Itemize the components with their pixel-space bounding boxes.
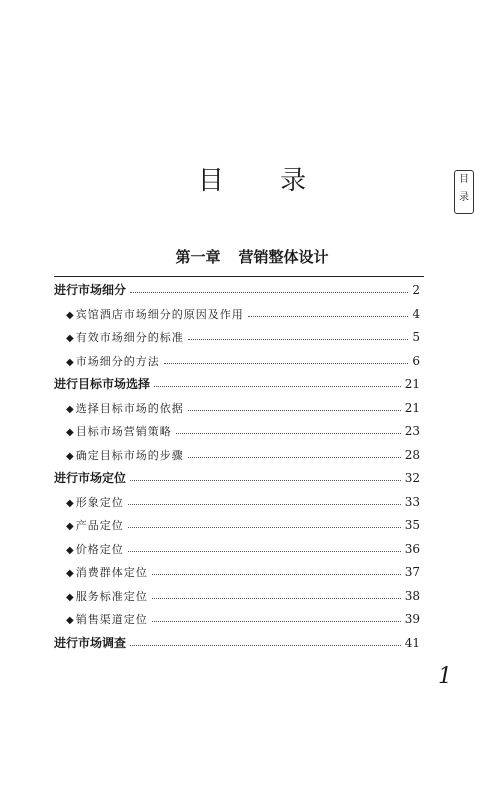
toc-page-number: 38 [404,588,420,603]
toc-page-number: 32 [404,471,420,485]
toc-page-number: 23 [404,424,420,438]
diamond-bullet-icon: ◆ [66,591,74,603]
diamond-bullet-icon: ◆ [66,403,74,415]
diamond-bullet-icon: ◆ [66,568,74,579]
toc-entry-label: 服务标准定位 [75,589,148,603]
side-tab-char: 录 [459,192,469,203]
toc-list [54,279,420,655]
side-tab-char: 目 [459,174,469,185]
diamond-bullet-icon: ◆ [66,427,74,438]
toc-section-label: 进行目标市场选择 [54,377,151,391]
toc-entry[interactable] [54,561,420,585]
toc-page-number: 36 [404,541,420,556]
diamond-bullet-icon: ◆ [66,333,74,344]
toc-entry[interactable] [54,303,420,327]
diamond-bullet-icon: ◆ [66,544,74,556]
toc-section-label: 进行市场调查 [54,635,127,650]
diamond-bullet-icon: ◆ [66,497,74,509]
toc-entry-label: 确定目标市场的步骤 [75,448,184,462]
toc-entry-label: 价格定位 [75,542,124,556]
toc-page-number: 2 [412,283,420,297]
toc-entry-label: 市场细分的方法 [75,354,160,368]
toc-entry[interactable] [54,538,420,562]
toc-entry[interactable] [54,397,420,421]
toc-page-number: 6 [412,353,420,368]
toc-page-number: 35 [404,518,420,532]
toc-page-number: 39 [404,612,420,626]
dot-leader [152,621,401,622]
toc-section[interactable] [54,467,420,491]
dot-leader [130,645,401,646]
toc-page-number: 28 [404,447,420,462]
dot-leader [128,527,401,528]
diamond-bullet-icon: ◆ [66,521,74,532]
toc-entry[interactable] [54,585,420,609]
toc-page-number: 41 [404,635,420,650]
toc-entry[interactable] [54,420,420,444]
dot-leader [130,480,401,481]
dot-leader [128,504,401,505]
toc-entry-label: 选择目标市场的依据 [75,401,184,415]
toc-entry[interactable] [54,444,420,468]
toc-page-number: 33 [404,494,420,509]
toc-entry-label: 有效市场细分的标准 [75,331,184,344]
chapter-name: 营销整体设计 [238,248,329,266]
toc-section[interactable] [54,373,420,397]
diamond-bullet-icon: ◆ [66,309,74,321]
toc-entry-label: 宾馆酒店市场细分的原因及作用 [75,307,244,321]
toc-section-label: 进行市场定位 [54,471,127,485]
dot-leader [152,574,401,575]
diamond-bullet-icon: ◆ [66,356,74,368]
chapter-number: 第一章 [175,248,221,266]
toc-entry[interactable] [54,514,420,538]
toc-entry-label: 销售渠道定位 [75,613,148,626]
dot-leader [176,433,401,434]
toc-page-number: 5 [412,330,420,344]
toc-page-number: 21 [404,400,420,415]
toc-section[interactable] [54,279,420,303]
toc-entry-label: 产品定位 [75,519,124,532]
toc-entry-label: 形象定位 [75,495,124,509]
side-tab [454,170,474,214]
toc-section-label: 进行市场细分 [54,283,127,297]
toc-entry[interactable] [54,350,420,374]
toc-entry[interactable] [54,326,420,350]
dot-leader [164,363,409,364]
diamond-bullet-icon: ◆ [66,615,74,626]
page-title: 目 录 [197,166,331,196]
dot-leader [130,292,408,293]
toc-section[interactable] [54,632,420,656]
divider [54,276,424,277]
toc-entry[interactable] [54,491,420,515]
dot-leader [248,316,409,317]
dot-leader [188,339,409,340]
toc-page-number: 4 [412,306,420,321]
toc-page-number: 21 [404,377,420,391]
chapter-heading [0,246,504,267]
dot-leader [188,457,401,458]
toc-entry[interactable] [54,608,420,632]
dot-leader [154,386,401,387]
dot-leader [128,551,401,552]
dot-leader [188,410,401,411]
toc-page-number: 37 [404,565,420,579]
toc-entry-label: 消费群体定位 [75,566,148,579]
dot-leader [152,598,401,599]
diamond-bullet-icon: ◆ [66,450,74,462]
page-number: 1 [438,664,452,689]
toc-entry-label: 目标市场营销策略 [75,425,172,438]
